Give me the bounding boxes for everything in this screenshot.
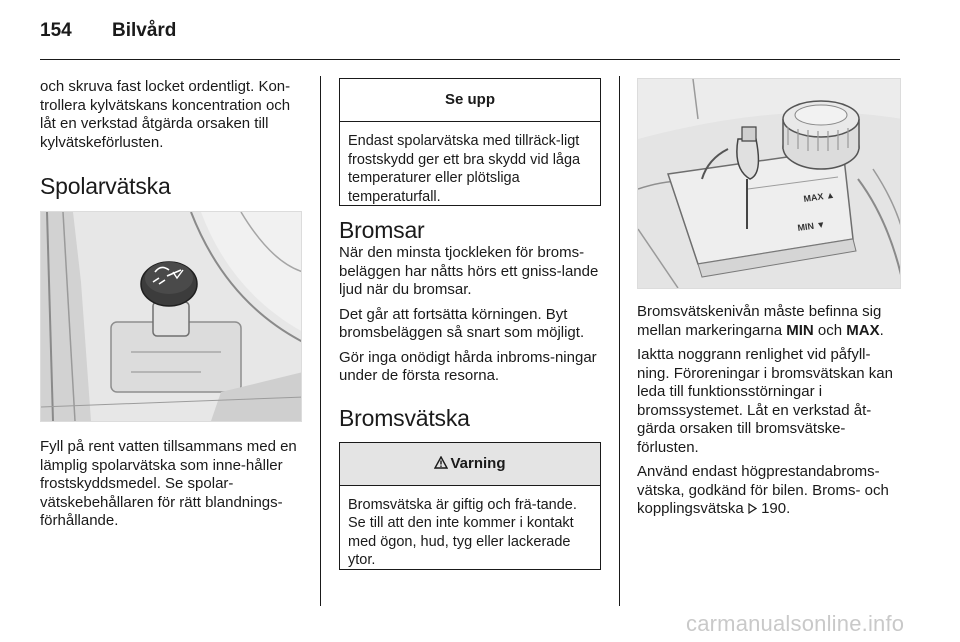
- washer-reservoir-illustration: [41, 212, 302, 421]
- page-ref-number[interactable]: 190.: [761, 500, 791, 517]
- column-3: [637, 78, 901, 519]
- watermark: carmanualsonline.info: [686, 611, 905, 636]
- bromsvatska-level-paragraph: [637, 303, 901, 340]
- brake-fluid-figure: [637, 78, 901, 289]
- caution-title: Se upp: [340, 79, 600, 122]
- caution-box: [339, 78, 601, 206]
- bromsvatska-fluid-paragraph: [637, 463, 901, 519]
- heading-bromsar: Bromsar: [339, 217, 425, 243]
- bromsar-paragraph-3: Gör inga onödigt hårda inbroms-ningar under de första resorna.: [339, 348, 597, 384]
- column-divider-1: [320, 76, 321, 606]
- warning-title: Varning: [450, 454, 506, 472]
- bromsar-paragraph-1: När den minsta tjockleken för broms-beläggen har nåtts hörs ett gniss-lande ljud när du bromsar.: [339, 244, 599, 298]
- section-title: Bilvård: [112, 20, 177, 41]
- max-label: MAX: [846, 321, 880, 339]
- intro-paragraph: och skruva fast locket ordentligt. Kon-trollera kylvätskans koncentration och låt en verkstad åtgärda orsaken till kylvätskeförlusten.: [40, 78, 291, 151]
- min-label: MIN: [786, 321, 814, 339]
- bromsvatska-cleanliness-paragraph: Iaktta noggrann renlighet vid påfyll-ning. Föroreningar i bromsvätskan kan leda till funktionsstörningar i bromssystemet. Låt en verkstad åt-gärda orsaken till bromsvätske-förlusten.: [637, 346, 893, 456]
- warning-header: [340, 443, 600, 486]
- fluid-text: Använd endast högprestandabroms-vätska, godkänd för bilen. Broms- och kopplingsvätska: [637, 463, 889, 517]
- max-mark-label: MAX ▲: [802, 189, 836, 204]
- column-1: [40, 78, 302, 531]
- warning-box: [339, 442, 601, 570]
- spolarvatska-paragraph: Fyll på rent vatten tillsammans med en lämplig spolarvätska som inne-håller frostskyddsmedel. Se spolar-vätskebehållaren för rätt blandnings-förhållande.: [40, 438, 297, 529]
- header-rule: [40, 59, 900, 60]
- washer-fluid-figure: [40, 211, 302, 422]
- page-ref-icon[interactable]: [748, 500, 757, 517]
- period-text: .: [879, 321, 884, 339]
- level-text: Bromsvätskenivån måste befinna sig mellan markeringarna: [637, 303, 882, 339]
- page-number: 154: [40, 20, 72, 41]
- warning-triangle-icon: [434, 444, 448, 486]
- bromsar-paragraph-2: Det går att fortsätta körningen. Byt bromsbeläggen så snart som möjligt.: [339, 305, 585, 341]
- column-2: [339, 78, 601, 570]
- och-text: och: [813, 321, 847, 339]
- caution-text: Endast spolarvätska med tillräck-ligt frostskydd ger ett bra skydd vid låga temperaturer eller plötsliga temperaturfall.: [348, 133, 581, 205]
- heading-bromsvatska: Bromsvätska: [339, 404, 470, 431]
- min-mark-label: MIN ▼: [796, 219, 826, 233]
- warning-text: Bromsvätska är giftig och frä-tande. Se till att den inte kommer i kontakt med ögon, hud, tyg eller lackerade ytor.: [348, 496, 577, 568]
- heading-spolarvatska: Spolarvätska: [40, 173, 171, 199]
- column-divider-2: [619, 76, 620, 606]
- brake-reservoir-illustration: [638, 79, 901, 288]
